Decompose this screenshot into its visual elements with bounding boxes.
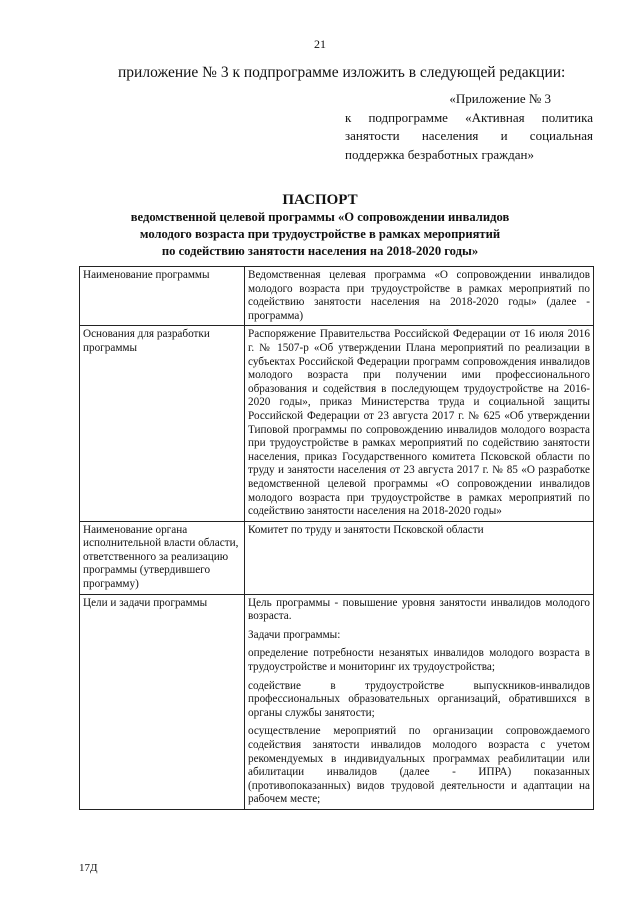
row-label: Наименование органа исполнительной власти области, ответственного за реализацию программы (утвердившего программу) <box>80 521 245 594</box>
intro-text: приложение № 3 к подпрограмме изложить в следующей редакции: <box>118 64 566 81</box>
row-value: Распоряжение Правительства Российской Федерации от 16 июля 2016 г. № 1507-р «Об утверждении Плана мероприятий по реализации в субъектах Российской Федерации программ сопровождения инвалидов молодого возраста при получении ими профессионального образования и содействия в последующем трудоустройстве на 2016-2020 годы», приказ Министерства труда и социальной защиты Российской Федерации от 23 августа 2017 г. № 625 «Об утверждении Типовой программы по сопровождению инвалидов молодого возраста при трудоустройстве в рамках мероприятий по содействию занятости населения, приказ Государственного комитета Псковской области по труду и занятости населения от 23 августа 2017 г. № 85 «О разработке ведомственной целевой программы «О сопровождении инвалидов молодого возраста при трудоустройстве в рамках мероприятий по содействию занятости населения на 2018-2020 годы» <box>245 326 594 521</box>
appendix-line-2: к подпрограмме «Активная политика <box>345 109 593 125</box>
title-line-3: по содействию занятости населения на 2018-2020 годы» <box>161 244 479 258</box>
tasks-heading: Задачи программы: <box>248 628 341 641</box>
table-row <box>80 521 594 594</box>
page-number: 21 <box>314 37 326 51</box>
passport-title <box>80 191 560 260</box>
row-label: Основания для разработки программы <box>80 326 245 521</box>
row-value <box>245 594 594 809</box>
footer-code: 17Д <box>79 862 98 874</box>
task-item: содействие в трудоустройстве выпускников-инвалидов профессиональных образовательных организаций, обратившихся в органы службы занятости; <box>248 679 590 719</box>
task-item: осуществление мероприятий по организации сопровождаемого содействия занятости инвалидов молодого возраста с учетом рекомендуемых в индивидуальных программах реабилитации или абилитации инвалидов (далее - ИПРА) показанных (противопоказанных) видов трудовой деятельности и адаптации на рабочем месте; <box>248 725 590 806</box>
passport-table <box>79 266 594 810</box>
row-value: Ведомственная целевая программа «О сопровождении инвалидов молодого возраста при трудоустройстве в рамках мероприятий по содействию занятости населения на 2018-2020 годы» (далее - программа) <box>245 267 594 326</box>
appendix-line-1: «Приложение № 3 <box>449 91 551 106</box>
table-row <box>80 267 594 326</box>
title-line-2: молодого возраста при трудоустройстве в рамках мероприятий <box>139 227 501 241</box>
table-row <box>80 594 594 809</box>
appendix-line-4: поддержка безработных граждан» <box>345 146 534 162</box>
table-row <box>80 326 594 521</box>
appendix-heading <box>345 90 593 164</box>
row-label: Цели и задачи программы <box>80 594 245 809</box>
title-heading: ПАСПОРТ <box>282 192 358 208</box>
task-item: определение потребности незанятых инвалидов молодого возраста в трудоустройстве и мониторинг их трудоустройства; <box>248 647 590 674</box>
row-label: Наименование программы <box>80 267 245 326</box>
row-value: Комитет по труду и занятости Псковской области <box>245 521 594 594</box>
program-goal: Цель программы - повышение уровня занятости инвалидов молодого возраста. <box>248 596 590 623</box>
title-line-1: ведомственной целевой программы «О сопровождении инвалидов <box>130 210 510 224</box>
appendix-line-3: занятости населения и социальная <box>345 128 593 143</box>
